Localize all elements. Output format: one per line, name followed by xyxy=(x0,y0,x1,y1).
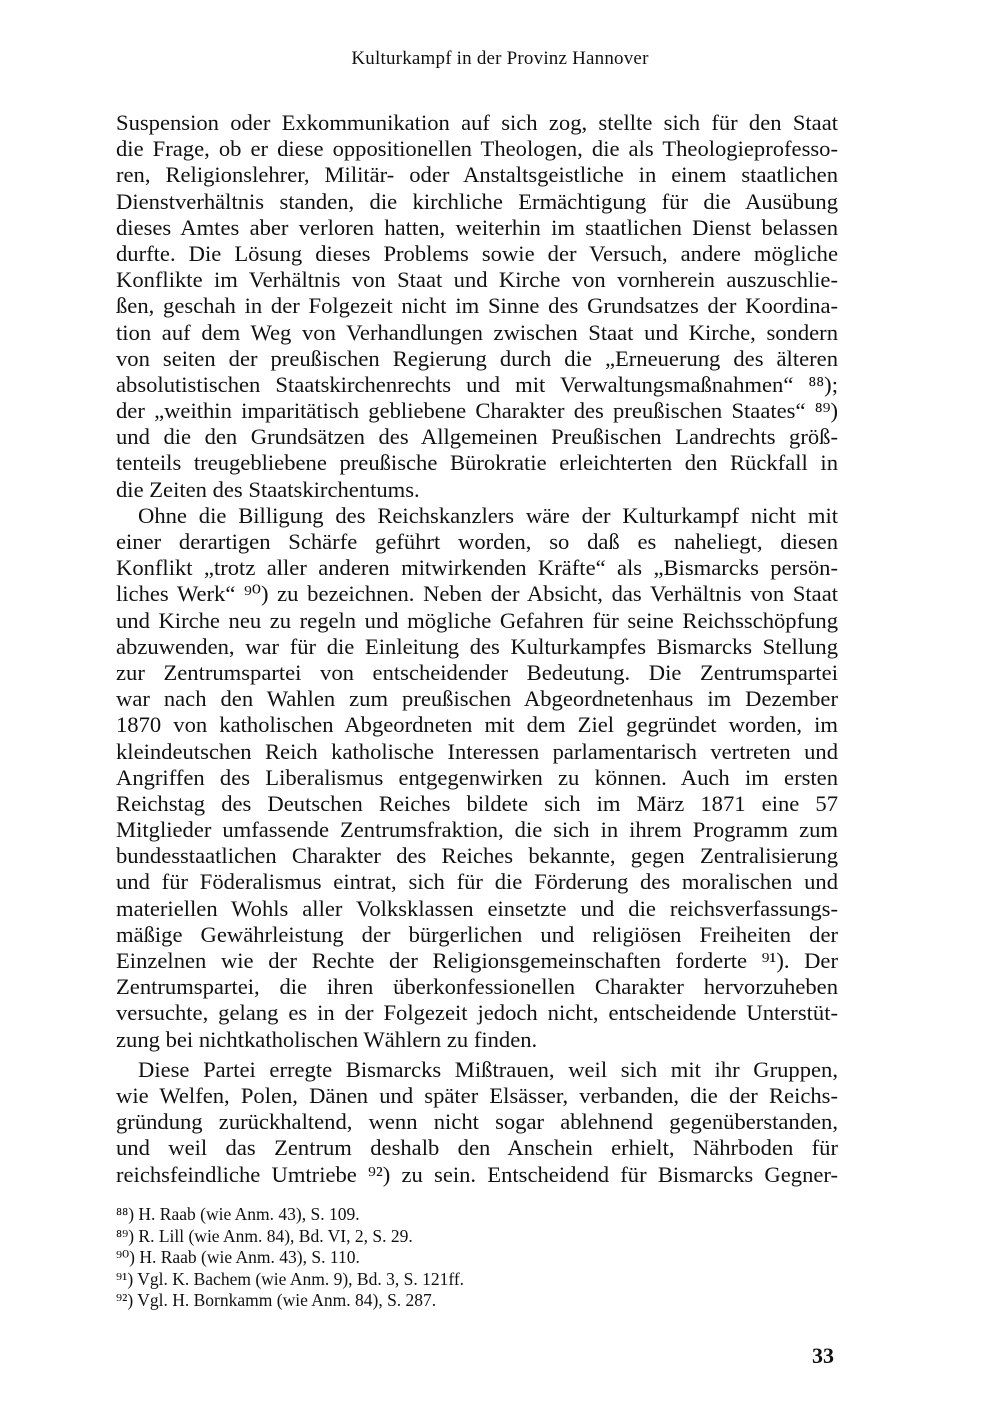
text-line: war nach den Wahlen zum preußischen Abgeordnetenhaus im Dezember xyxy=(116,686,838,712)
text-line: versuchte, gelang es in der Folgezeit jedoch nicht, entscheidende Unterstüt- xyxy=(116,1000,838,1026)
text-line: und weil das Zentrum deshalb den Anschein erhielt, Nährboden für xyxy=(116,1135,838,1161)
text-line: wie Welfen, Polen, Dänen und später Elsässer, verbanden, die der Reichs- xyxy=(116,1082,838,1108)
text-line: durfte. Die Lösung dieses Problems sowie der Versuch, andere mögliche xyxy=(116,240,838,266)
footnote: ⁹⁰) H. Raab (wie Anm. 43), S. 110. xyxy=(116,1247,360,1267)
footnote: ⁸⁹) R. Lill (wie Anm. 84), Bd. VI, 2, S. 29. xyxy=(116,1225,413,1246)
text-line: tenteils treugebliebene preußische Bürokratie erleichterten den Rückfall in xyxy=(116,450,838,476)
text-line: Suspension oder Exkommunikation auf sich zog, stellte sich für den Staat xyxy=(116,110,838,135)
text-line: Angriffen des Liberalismus entgegenwirken zu können. Auch im ersten xyxy=(116,764,838,790)
text-line: ren, Religionslehrer, Militär- oder Anstaltsgeistliche in einem staatlichen xyxy=(116,162,838,188)
running-head: Kulturkampf in der Provinz Hannover xyxy=(351,48,649,69)
text-line: kleindeutschen Reich katholische Interessen parlamentarisch vertreten und xyxy=(116,738,838,764)
text-line: reichsfeindliche Umtriebe ⁹²) zu sein. Entscheidend für Bismarcks Gegner- xyxy=(116,1161,838,1187)
text-line: und Kirche neu zu regeln und mögliche Gefahren für seine Reichsschöpfung xyxy=(116,607,838,633)
text-line: dieses Amtes aber verloren hatten, weiterhin im staatlichen Dienst belassen xyxy=(116,214,838,240)
text-line: Konflikt „trotz aller anderen mitwirkenden Kräfte“ als „Bismarcks persön- xyxy=(116,555,838,581)
paragraph-first-line: Diese Partei erregte Bismarcks Mißtrauen, weil sich mit ihr Gruppen, xyxy=(138,1056,838,1082)
text-line: Mitglieder umfassende Zentrumsfraktion, die sich in ihrem Programm zum xyxy=(116,817,838,843)
text-line: einer derartigen Schärfe geführt worden, so daß es naheliegt, diesen xyxy=(116,529,838,554)
text-line: materiellen Wohls aller Volksklassen einsetzte und die reichsverfassungs- xyxy=(116,895,838,921)
text-line: zur Zentrumspartei von entscheidender Bedeutung. Die Zentrumspartei xyxy=(116,659,838,685)
text-line: und die den Grundsätzen des Allgemeinen Preußischen Landrechts größ- xyxy=(116,424,838,450)
text-line: Dienstverhältnis standen, die kirchliche Ermächtigung für die Ausübung xyxy=(116,188,838,214)
text-line: von seiten der preußischen Regierung durch die „Erneuerung des älteren xyxy=(116,345,838,371)
text-line: und für Föderalismus eintrat, sich für die Förderung des moralischen und xyxy=(116,869,838,895)
text-line: abzuwenden, war für die Einleitung des Kulturkampfes Bismarcks Stellung xyxy=(116,633,838,659)
text-line: Reichstag des Deutschen Reiches bildete sich im März 1871 eine 57 xyxy=(116,790,838,816)
text-line: Konflikte im Verhältnis von Staat und Kirche von vornherein auszuschlie- xyxy=(116,267,838,293)
text-line: liches Werk“ ⁹⁰) zu bezeichnen. Neben der Absicht, das Verhältnis von Staat xyxy=(116,581,838,607)
footnote: ⁸⁸) H. Raab (wie Anm. 43), S. 109. xyxy=(116,1204,360,1224)
text-line: 1870 von katholischen Abgeordneten mit dem Ziel gegründet worden, im xyxy=(116,712,838,738)
text-line: die Zeiten des Staatskirchentums. xyxy=(116,476,420,502)
text-line: tion auf dem Weg von Verhandlungen zwischen Staat und Kirche, sondern xyxy=(116,319,838,345)
footnotes xyxy=(116,1204,838,1312)
footnote: ⁹²) Vgl. H. Bornkamm (wie Anm. 84), S. 287. xyxy=(116,1290,437,1310)
paragraph-first-line: Ohne die Billigung des Reichskanzlers wäre der Kulturkampf nicht mit xyxy=(138,502,838,528)
text-line: zung bei nichtkatholischen Wählern zu finden. xyxy=(116,1026,538,1052)
text-line: Einzelnen wie der Rechte der Religionsgemeinschaften forderte ⁹¹). Der xyxy=(116,948,838,973)
text-line: gründung zurückhaltend, wenn nicht sogar ablehnend gegenüberstanden, xyxy=(116,1109,838,1135)
text-line: die Frage, ob er diese oppositionellen Theologen, die als Theologieprofesso- xyxy=(116,136,838,162)
text-line: ßen, geschah in der Folgezeit nicht im Sinne des Grundsatzes der Koordina- xyxy=(116,293,838,319)
text-line: mäßige Gewährleistung der bürgerlichen und religiösen Freiheiten der xyxy=(116,921,838,947)
footnote: ⁹¹) Vgl. K. Bachem (wie Anm. 9), Bd. 3, S. 121ff. xyxy=(116,1268,465,1289)
page-number: 33 xyxy=(812,1343,834,1368)
text-line: bundesstaatlichen Charakter des Reiches bekannte, gegen Zentralisierung xyxy=(116,843,838,869)
text-line: Zentrumspartei, die ihren überkonfessionellen Charakter hervorzuheben xyxy=(116,974,838,1000)
text-line: der „weithin imparitätisch gebliebene Charakter des preußischen Staates“ ⁸⁹) xyxy=(116,398,838,424)
text-line: absolutistischen Staatskirchenrechts und mit Verwaltungsmaßnahmen“ ⁸⁸); xyxy=(116,371,838,397)
body-text xyxy=(116,110,838,1188)
